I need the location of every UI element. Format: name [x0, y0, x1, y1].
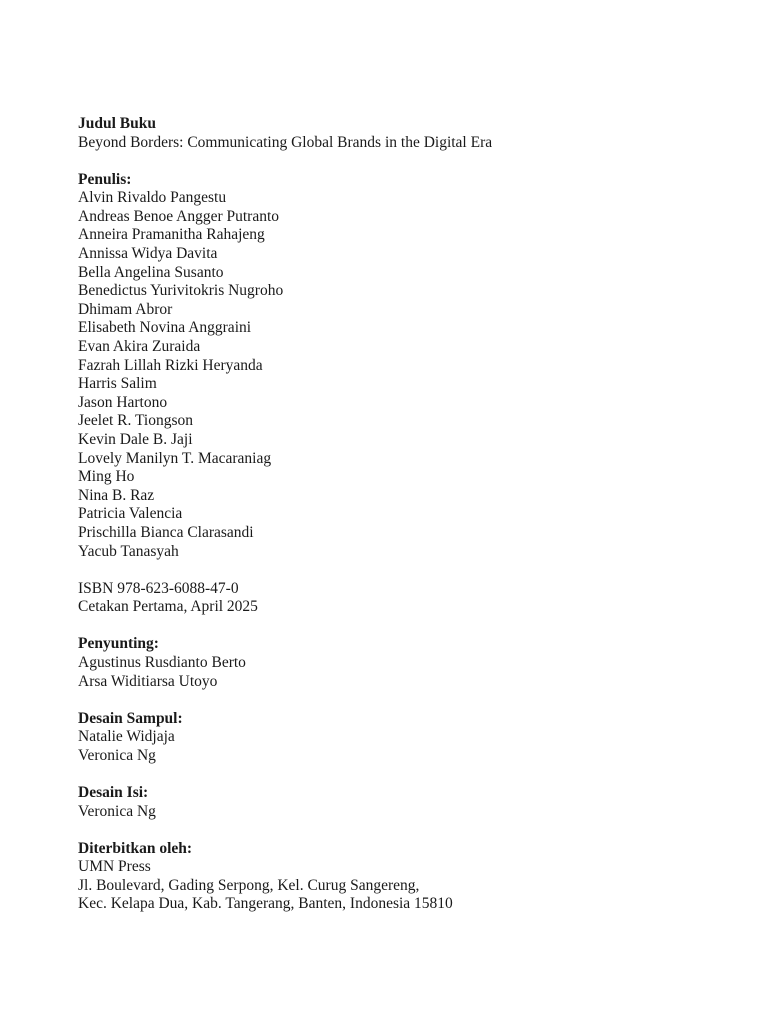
interior-design-section: [78, 784, 718, 821]
publication-info-section: [78, 580, 718, 617]
author-name: Andreas Benoe Angger Putranto: [78, 207, 280, 225]
interior-design-heading: Desain Isi:: [78, 783, 149, 801]
book-title-section: [78, 115, 718, 152]
author-name: Fazrah Lillah Rizki Heryanda: [78, 356, 263, 374]
cover-designer-name: Natalie Widjaja: [78, 728, 175, 746]
book-title: Beyond Borders: Communicating Global Brands in the Digital Era: [78, 133, 493, 151]
colophon-page: [78, 115, 718, 914]
publisher-address-line: Jl. Boulevard, Gading Serpong, Kel. Curug Sangereng,: [78, 876, 420, 894]
author-name: Jason Hartono: [78, 393, 168, 411]
author-name: Jeelet R. Tiongson: [78, 412, 193, 430]
author-name: Harris Salim: [78, 375, 157, 393]
author-name: Anneira Pramanitha Rahajeng: [78, 226, 265, 244]
author-name: Dhimam Abror: [78, 300, 173, 318]
publisher-address-line: Kec. Kelapa Dua, Kab. Tangerang, Banten, Indonesia 15810: [78, 895, 453, 913]
author-name: Kevin Dale B. Jaji: [78, 431, 193, 448]
cover-designer-name: Veronica Ng: [78, 746, 156, 764]
publisher-name: UMN Press: [78, 858, 151, 876]
author-name: Lovely Manilyn T. Macaraniag: [78, 449, 272, 467]
author-name: Elisabeth Novina Anggraini: [78, 319, 252, 337]
author-name: Evan Akira Zuraida: [78, 338, 201, 356]
book-title-heading: Judul Buku: [78, 115, 156, 132]
author-name: Ming Ho: [78, 468, 135, 486]
cover-design-heading: Desain Sampul:: [78, 709, 183, 727]
editor-name: Arsa Widitiarsa Utoyo: [78, 672, 218, 690]
author-name: Prischilla Bianca Clarasandi: [78, 523, 254, 541]
author-name: Yacub Tanasyah: [78, 542, 179, 560]
author-name: Alvin Rivaldo Pangestu: [78, 189, 227, 207]
edition: Cetakan Pertama, April 2025: [78, 598, 258, 616]
author-name: Bella Angelina Susanto: [78, 263, 224, 281]
authors-heading: Penulis:: [78, 170, 132, 188]
editors-heading: Penyunting:: [78, 635, 159, 653]
editors-section: [78, 635, 718, 691]
publisher-heading: Diterbitkan oleh:: [78, 839, 193, 857]
cover-design-section: [78, 710, 718, 766]
isbn: ISBN 978-623-6088-47-0: [78, 579, 239, 597]
author-name: Nina B. Raz: [78, 486, 155, 504]
interior-designer-name: Veronica Ng: [78, 802, 156, 820]
author-name: Patricia Valencia: [78, 505, 183, 523]
publisher-section: [78, 840, 718, 914]
editor-name: Agustinus Rusdianto Berto: [78, 653, 246, 671]
authors-list: [78, 189, 718, 561]
author-name: Annissa Widya Davita: [78, 245, 218, 263]
authors-section: [78, 171, 718, 561]
author-name: Benedictus Yurivitokris Nugroho: [78, 282, 284, 300]
